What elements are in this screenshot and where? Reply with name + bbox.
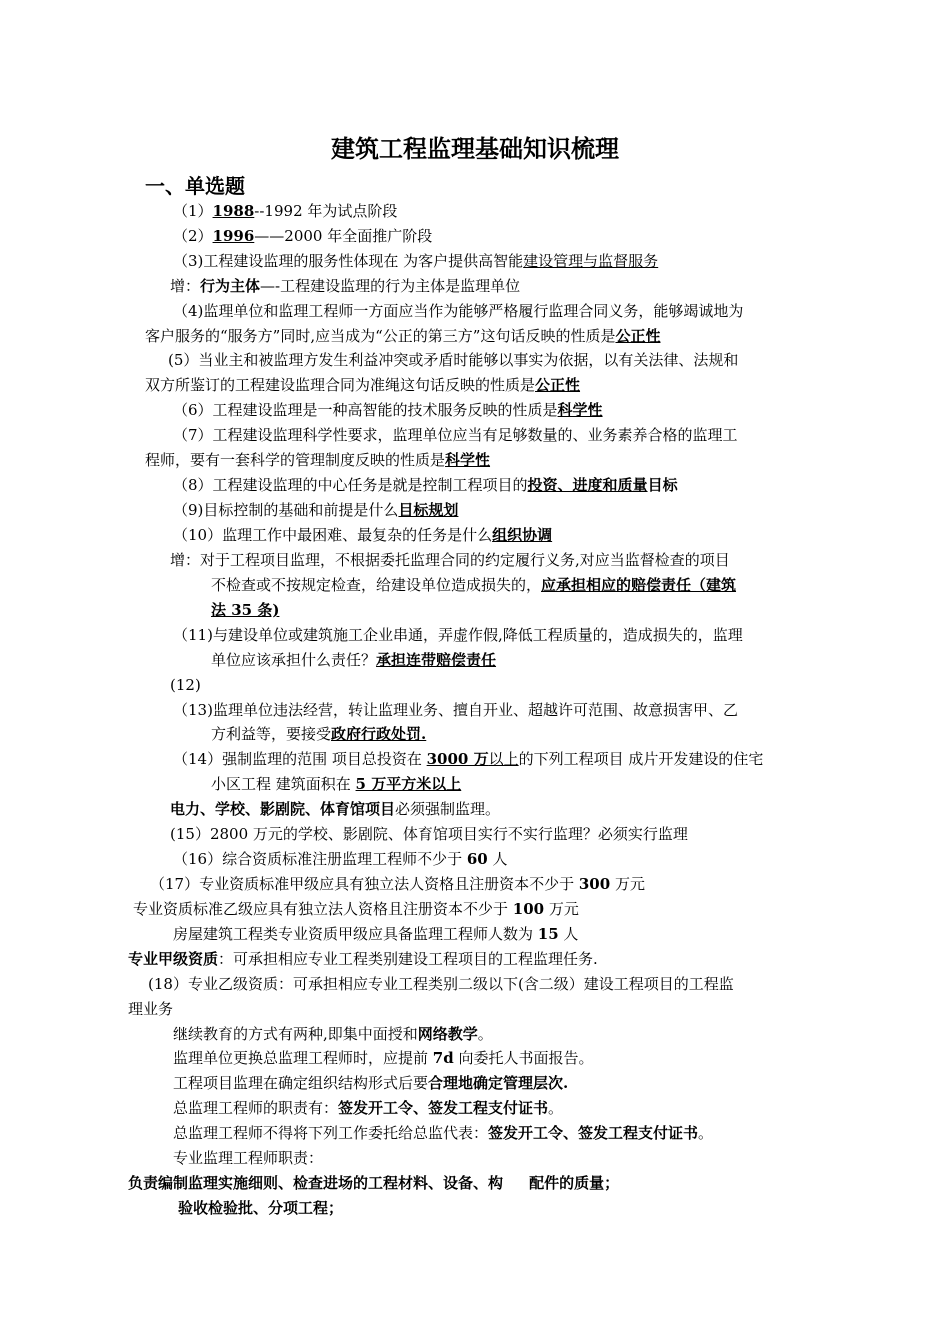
text-line: (18）专业乙级资质：可承担相应专业工程类别二级以下(含二级）建设工程项目的工程监 (148, 975, 734, 993)
text-line: (15）2800 万元的学校、影剧院、体育馆项目实行不实行监理？必须实行监理 (170, 825, 688, 843)
text-line: 方利益等，要接受政府行政处罚. (211, 725, 427, 743)
text-line: 专业甲级资质：可承担相应专业工程类别建设工程项目的工程监理任务. (128, 950, 598, 968)
text-line: 理业务 (128, 1000, 174, 1018)
text-line: （3)工程建设监理的服务性体现在 为客户提供高智能建设管理与监督服务 (173, 252, 659, 270)
text-line: 程师，要有一套科学的管理制度反映的性质是科学性 (145, 451, 491, 469)
text-line: （10）监理工作中最困难、最复杂的任务是什么组织协调 (173, 526, 553, 544)
text-line: 增：对于工程项目监理，不根据委托监理合同的约定履行义务,对应当监督检查的项目 (170, 551, 730, 569)
text-line: （6）工程建设监理是一种高智能的技术服务反映的性质是科学性 (173, 401, 603, 419)
text-line: （9)目标控制的基础和前提是什么目标规划 (173, 501, 459, 519)
text-line: 监理单位更换总监理工程师时，应提前 7d 向委托人书面报告。 (173, 1049, 594, 1067)
text-line: （8）工程建设监理的中心任务是就是控制工程项目的投资、进度和质量目标 (173, 476, 678, 494)
text-line: 专业资质标准乙级应具有独立法人资格且注册资本不少于 100 万元 (133, 900, 579, 918)
text-line: 总监理工程师的职责有：签发开工令、签发工程支付证书。 (173, 1099, 564, 1117)
text-line: 负责编制监理实施细则、检查进场的工程材料、设备、构 配件的质量； (128, 1174, 620, 1192)
text-line: 客户服务的“服务方”同时,应当成为“公正的第三方”这句话反映的性质是公正性 (145, 327, 661, 345)
text-line: 不检查或不按规定检查，给建设单位造成损失的，应承担相应的赔偿责任（建筑 (211, 576, 737, 594)
text-line: （2）1996——2000 年全面推广阶段 (173, 227, 433, 245)
text-line: 总监理工程师不得将下列工作委托给总监代表：签发开工令、签发工程支付证书。 (173, 1124, 714, 1142)
text-line: (5）当业主和被监理方发生利益冲突或矛盾时能够以事实为依据，以有关法律、法规和 (168, 351, 739, 369)
text-line: （13)监理单位违法经营，转让监理业务、擅自开业、超越许可范围、故意损害甲、乙 (173, 701, 738, 719)
text-line: 房屋建筑工程类专业资质甲级应具备监理工程师人数为 15 人 (173, 925, 579, 943)
text-line: 法 35 条) (211, 601, 280, 619)
text-line: （11)与建设单位或建筑施工企业串通，弄虚作假,降低工程质量的，造成损失的，监理 (173, 626, 743, 644)
text-line: （7）工程建设监理科学性要求，监理单位应当有足够数量的、业务素养合格的监理工 (173, 426, 738, 444)
text-line: 专业监理工程师职责： (173, 1149, 324, 1167)
section-heading: 一、单选题 (145, 174, 245, 198)
text-line: （17）专业资质标准甲级应具有独立法人资格且注册资本不少于 300 万元 (150, 875, 645, 893)
text-line: （14）强制监理的范围 项目总投资在 3000 万以上的下列工程项目 成片开发建设的住宅 (173, 750, 764, 768)
text-line: (12) (170, 676, 201, 694)
text-line: （1）1988--1992 年为试点阶段 (173, 202, 398, 220)
text-line: 继续教育的方式有两种,即集中面授和网络教学。 (173, 1025, 493, 1043)
text-line: 小区工程 建筑面积在 5 万平方米以上 (211, 775, 462, 793)
text-line: 双方所鉴订的工程建设监理合同为准绳这句话反映的性质是公正性 (145, 376, 581, 394)
text-line: 增：行为主体—-工程建设监理的行为主体是监理单位 (170, 277, 521, 295)
text-line: （16）综合资质标准注册监理工程师不少于 60 人 (173, 850, 508, 868)
text-line: 电力、学校、影剧院、体育馆项目必须强制监理。 (170, 800, 501, 818)
text-line: （4)监理单位和监理工程师一方面应当作为能够严格履行监理合同义务，能够竭诚地为 (173, 302, 744, 320)
document-title: 建筑工程监理基础知识梳理 (331, 135, 619, 163)
text-line: 工程项目监理在确定组织结构形式后要合理地确定管理层次. (173, 1074, 569, 1092)
text-line: 单位应该承担什么责任？承担连带赔偿责任 (211, 651, 497, 669)
text-line: 验收检验批、分项工程； (178, 1199, 344, 1217)
